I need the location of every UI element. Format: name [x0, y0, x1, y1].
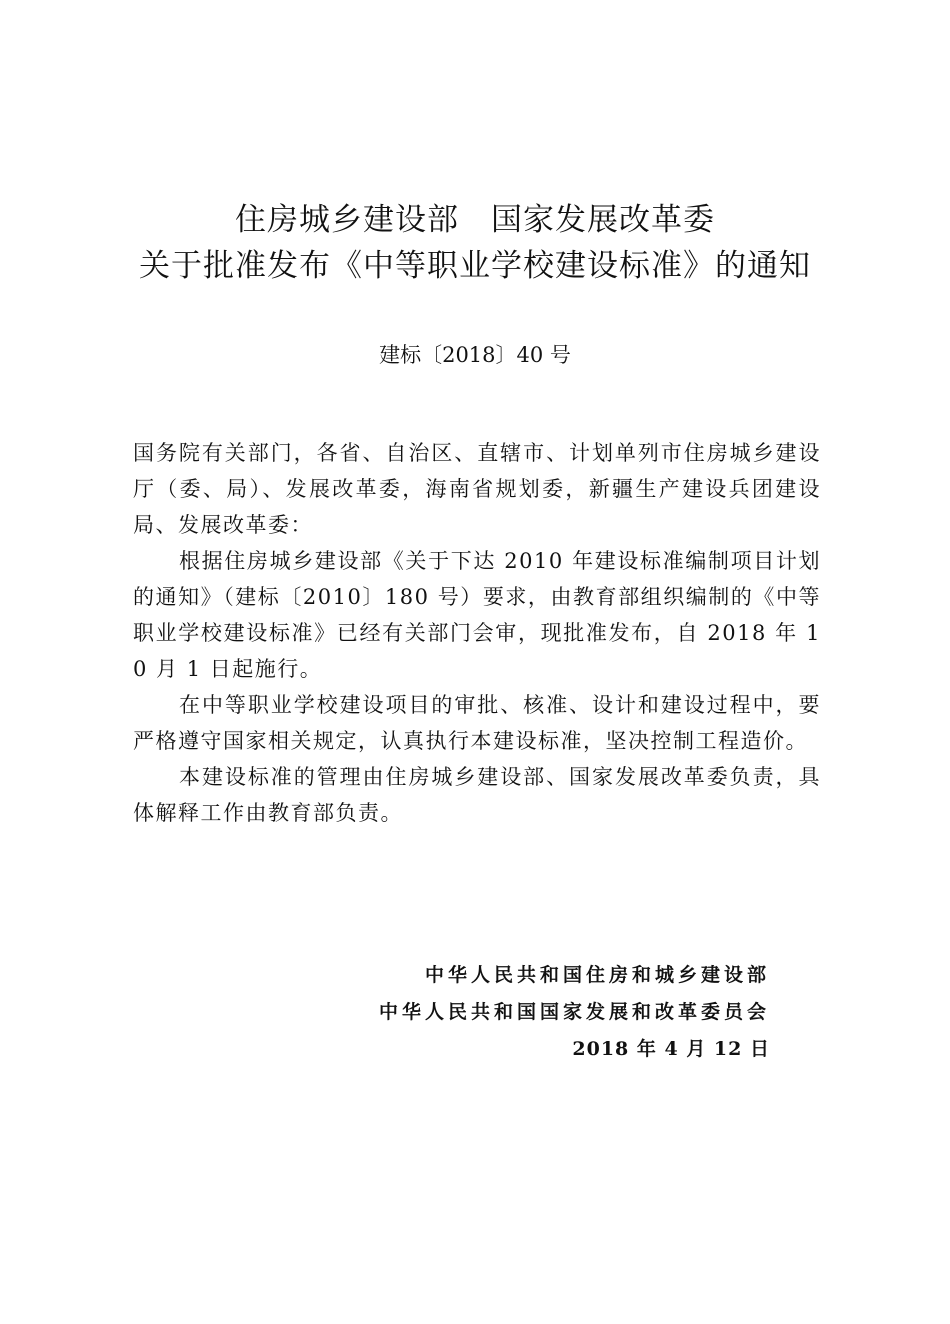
body-paragraph-1: 根据住房城乡建设部《关于下达 2010 年建设标准编制项目计划的通知》（建标〔2010〕180 号）要求，由教育部组织编制的《中等职业学校建设标准》已经有关部门会审，现批准发布，自 2018 年 10 月 1 日起施行。	[133, 549, 821, 681]
addressee-paragraph: 国务院有关部门，各省、自治区、直辖市、计划单列市住房城乡建设厅（委、局）、发展改革委，海南省规划委，新疆生产建设兵团建设局、发展改革委：	[133, 441, 821, 537]
document-number: 建标〔2018〕40 号	[379, 343, 571, 367]
notice-title-line-2: 关于批准发布《中等职业学校建设标准》的通知	[139, 248, 811, 284]
notice-body	[133, 435, 821, 831]
body-paragraph-3: 本建设标准的管理由住房城乡建设部、国家发展改革委负责，具体解释工作由教育部负责。	[133, 765, 821, 825]
signatory-ministry-housing: 中华人民共和国住房和城乡建设部	[424, 964, 770, 986]
signatory-ndrc: 中华人民共和国国家发展和改革委员会	[378, 1001, 770, 1023]
body-paragraph-2: 在中等职业学校建设项目的审批、核准、设计和建设过程中，要严格遵守国家相关规定，认真执行本建设标准，坚决控制工程造价。	[133, 693, 821, 753]
signature-block	[379, 957, 770, 1068]
notice-title-line-1: 住房城乡建设部 国家发展改革委	[235, 202, 715, 238]
issue-date: 2018 年 4 月 12 日	[572, 1038, 770, 1060]
